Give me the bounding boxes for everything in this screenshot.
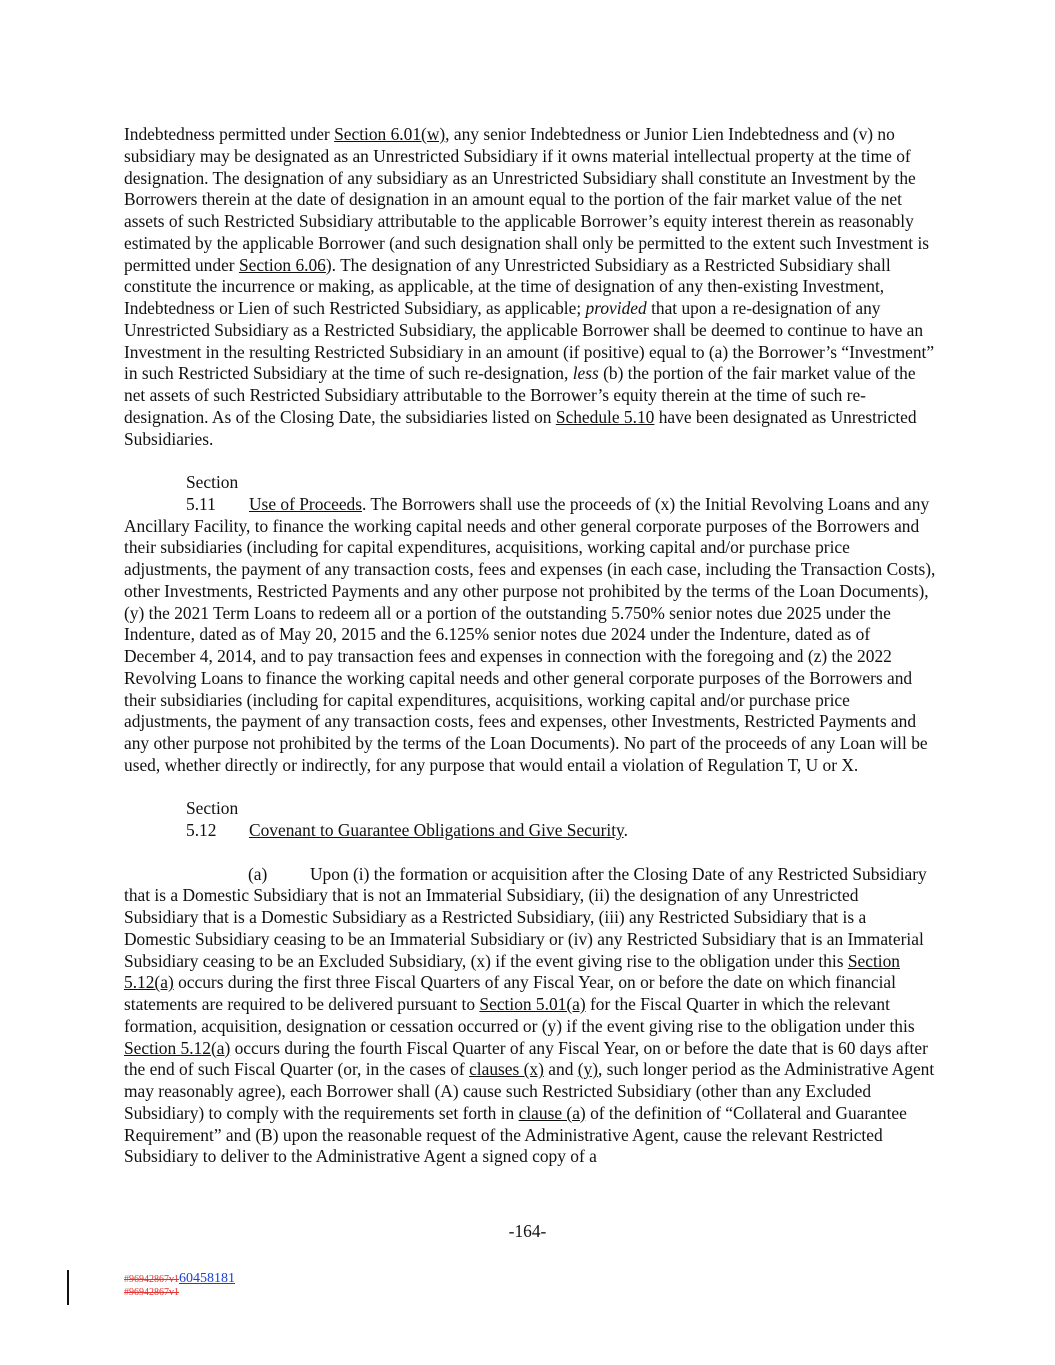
document-id-line-1 <box>124 1272 235 1286</box>
section-number: Section 5.12 <box>186 798 239 840</box>
text: that upon a re-designation of any Unrestricted Subsidiary as a Restricted Subsidiary, the applicable Borrower shall be deemed to continue to have an Investment in the resulting Restricted Subsidiary in an amount (if positive) equal to (a) the Borrower’s “Investment” in such Restricted Subsidiary at the time of such re-designation, <box>124 298 935 384</box>
section-5-12-a-paragraph <box>124 864 936 1169</box>
text: , any senior Indebtedness or Junior Lien Indebtedness and (v) no subsidiary may be designated as an Unrestricted Subsidiary if it owns material intellectual property at the time of designation. The designation of any subsidiary as an Unrestricted Subsidiary shall constitute an Investment by the Borrowers therein at the date of designation in an amount equal to the portion of the fair market value of the net assets of such Restricted Subsidiary attributable to the applicable Borrower’s equity interest therein as reasonably estimated by the applicable Borrower (and such designation shall only be permitted to the extent such Investment is permitted under <box>124 124 930 275</box>
page-number: -164- <box>508 1221 547 1241</box>
document-id <box>124 1272 235 1299</box>
section-reference: Section 5.12(a) <box>124 1037 231 1058</box>
clause-reference: clause (a) <box>518 1102 586 1123</box>
document-id-line-2 <box>124 1286 235 1299</box>
deleted-doc-id: #96942867v1 <box>124 1287 179 1298</box>
text: for the Fiscal Quarter in which the relevant formation, acquisition, designation or cessation occurred or (y) if the event giving rise to the obligation under this <box>124 994 915 1036</box>
section-reference: Section 6.06 <box>238 254 326 275</box>
text: occurs during the first three Fiscal Quarters of any Fiscal Year, on or before the date on which financial statements are required to be delivered pursuant to <box>124 972 896 1014</box>
clause-reference: (y) <box>577 1059 599 1080</box>
inserted-doc-id: 60458181 <box>179 1271 235 1286</box>
text: ). The designation of any Unrestricted Subsidiary as a Restricted Subsidiary shall constitute the incurrence or making, as applicable, at the time of designation of any then-existing Investment, Indebtedness or Lien of such Restricted Subsidiary, as applicable; <box>124 254 891 318</box>
paragraph-unrestricted-designation <box>124 124 936 450</box>
revision-change-bar <box>67 1270 69 1305</box>
section-5-11-paragraph <box>124 472 936 777</box>
section-reference: Section 5.12(a) <box>124 950 900 993</box>
section-reference: Section 5.01(a) <box>479 994 586 1014</box>
section-5-12-heading <box>124 798 936 842</box>
schedule-reference: Schedule 5.10 <box>555 406 655 427</box>
italic-term: provided <box>585 298 647 318</box>
section-title: Use of Proceeds <box>249 493 363 514</box>
text: and <box>543 1059 578 1080</box>
section-number: Section 5.11 <box>186 472 239 514</box>
text: , such longer period as the Administrative Agent may reasonably agree), each Borrower shall (A) cause such Restricted Subsidiary (other than any Excluded Subsidiary) to comply with the requirements set forth in <box>124 1059 935 1123</box>
text: have been designated as Unrestricted Subsidiaries. <box>124 406 917 449</box>
text: . <box>623 820 628 840</box>
text: (b) the portion of the fair market value of the net assets of such Restricted Subsidiary attributable to the Borrower’s equity therein at the time of such re-designation. As of the Closing Date, the subsidiaries listed on <box>124 363 916 427</box>
text: occurs during the fourth Fiscal Quarter of any Fiscal Year, on or before the date that is 60 days after the end of such Fiscal Quarter (or, in the cases of <box>124 1037 928 1080</box>
italic-term: less <box>572 363 599 384</box>
deleted-doc-id: #96942867v1 <box>124 1274 179 1285</box>
document-body <box>124 124 936 1190</box>
clause-label: (a) <box>248 863 268 884</box>
text: Upon (i) the formation or acquisition after the Closing Date of any Restricted Subsidiary that is a Domestic Subsidiary that is not an Immaterial Subsidiary, (ii) the designation of any Unrestricted Subsidiary that is a Domestic Subsidiary as a Restricted Subsidiary, (iii) any Restricted Subsidiary that is a Domestic Subsidiary ceasing to be an Immaterial Subsidiary or (iv) any Restricted Subsidiary that is an Immaterial Subsidiary ceasing to be an Excluded Subsidiary, (x) if the event giving rise to the obligation under this <box>124 863 927 971</box>
text: of the definition of “Collateral and Guarantee Requirement” and (B) upon the reasonable request of the Administrative Agent, cause the relevant Restricted Subsidiary to deliver to the Administrative Agent a signed copy of a <box>124 1102 907 1167</box>
text: Indebtedness permitted under <box>124 124 335 144</box>
section-reference: Section 6.01(w) <box>334 124 446 144</box>
section-body: . The Borrowers shall use the proceeds of (x) the Initial Revolving Loans and any Ancillary Facility, to finance the working capital needs and other general corporate purposes of the Borrowers and their subsidiaries (including for capital expenditures, acquisitions, working capital and/or purchase price adjustments, the payment of any transaction costs, fees and expenses (in each case, including the Transaction Costs), other Investments, Restricted Payments and any other purpose not prohibited by the terms of the Loan Documents), (y) the 2021 Term Loans to redeem all or a portion of the outstanding 5.750% senior notes due 2025 under the Indenture, dated as of May 20, 2015 and the 6.125% senior notes due 2024 under the Indenture, dated as of December 4, 2014, and to pay transaction fees and expenses in connection with the foregoing and (z) the 2022 Revolving Loans to finance the working capital needs and other general corporate purposes of the Borrowers and their subsidiaries (including for capital expenditures, acquisitions, working capital and/or purchase price adjustments, the payment of any transaction costs, fees and expenses, other Investments, Restricted Payments and any other purpose not prohibited by the terms of the Loan Documents). No part of the proceeds of any Loan will be used, whether directly or indirectly, for any purpose that would entail a violation of Regulation T, U or X. <box>124 493 936 775</box>
clause-reference: clauses (x) <box>469 1059 544 1080</box>
section-title: Covenant to Guarantee Obligations and Give Security <box>249 820 624 840</box>
